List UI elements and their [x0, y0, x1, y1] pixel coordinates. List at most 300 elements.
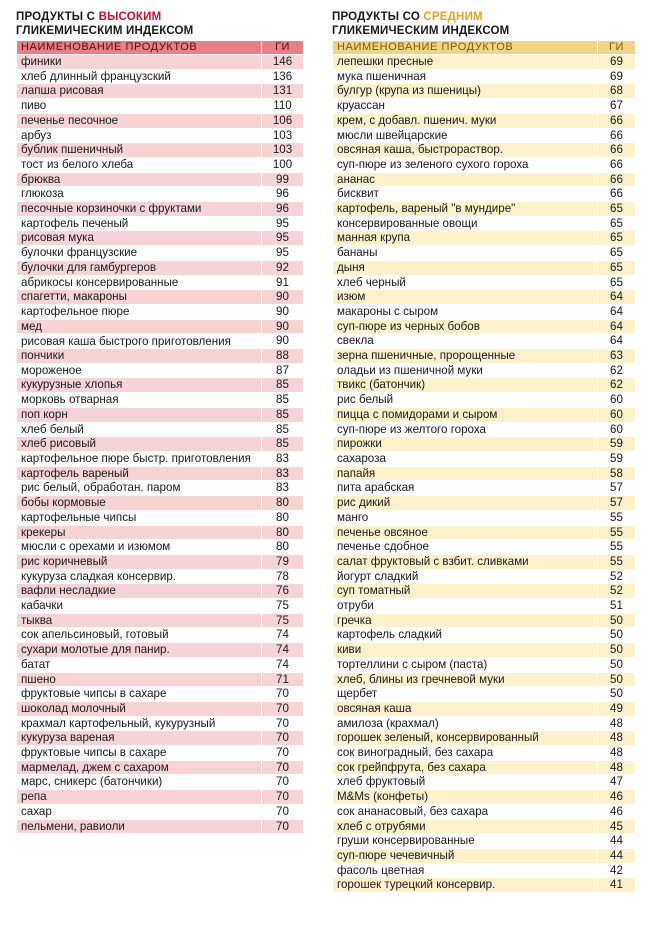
product-name: мука пшеничная — [333, 69, 598, 84]
gi-value: 96 — [262, 187, 304, 202]
product-name: оладьи из пшеничной муки — [333, 363, 598, 378]
table-row — [333, 628, 636, 643]
gi-value: 71 — [262, 672, 304, 687]
product-name: дыня — [333, 260, 598, 275]
product-name: макароны с сыром — [333, 304, 598, 319]
gi-value: 64 — [598, 319, 636, 334]
product-name: бананы — [333, 246, 598, 261]
table-row — [333, 260, 636, 275]
gi-value: 44 — [598, 834, 636, 849]
product-name: овсяная каша, быстрораствор. — [333, 143, 598, 158]
title-highlight: СРЕДНИМ — [423, 11, 483, 23]
gi-value: 64 — [598, 290, 636, 305]
table-row — [333, 99, 636, 114]
gi-value: 74 — [262, 643, 304, 658]
product-name: батат — [17, 657, 262, 672]
product-name: рис белый — [333, 393, 598, 408]
table-row — [333, 731, 636, 746]
product-name: отруби — [333, 599, 598, 614]
table-row — [17, 466, 304, 481]
gi-value: 70 — [262, 701, 304, 716]
gi-value: 65 — [598, 231, 636, 246]
table-row — [333, 451, 636, 466]
product-name: хлеб, блины из гречневой муки — [333, 672, 598, 687]
gi-value: 80 — [262, 510, 304, 525]
product-name: сухари молотые для панир. — [17, 643, 262, 658]
gi-value: 136 — [262, 69, 304, 84]
gi-value: 80 — [262, 496, 304, 511]
table-row — [17, 422, 304, 437]
table-row — [333, 69, 636, 84]
table-row — [333, 569, 636, 584]
gi-value: 50 — [598, 672, 636, 687]
table-row — [333, 584, 636, 599]
table-row — [333, 804, 636, 819]
gi-value: 70 — [262, 716, 304, 731]
table-row — [17, 613, 304, 628]
table-row — [333, 716, 636, 731]
product-name: марс, сникерс (батончики) — [17, 775, 262, 790]
product-name: печенье сдобное — [333, 540, 598, 555]
gi-value: 63 — [598, 349, 636, 364]
table-row — [17, 510, 304, 525]
table-row — [17, 716, 304, 731]
gi-value: 74 — [262, 657, 304, 672]
column-header-name: НАИМЕНОВАНИЕ ПРОДУКТОВ — [333, 41, 598, 55]
table-row — [17, 275, 304, 290]
table-row — [333, 422, 636, 437]
table-row — [17, 525, 304, 540]
product-name: суп-пюре чечевичный — [333, 848, 598, 863]
product-name: хлеб длинный французский — [17, 69, 262, 84]
table-row — [17, 187, 304, 202]
table-row — [333, 834, 636, 849]
table-row — [333, 231, 636, 246]
table-row — [333, 672, 636, 687]
gi-value: 100 — [262, 157, 304, 172]
table-row — [17, 657, 304, 672]
gi-value: 70 — [262, 819, 304, 834]
medium-gi-panel — [332, 10, 636, 893]
title-prefix: ПРОДУКТЫ СО — [332, 11, 424, 23]
gi-value: 44 — [598, 848, 636, 863]
product-name: мюсли швейцарские — [333, 128, 598, 143]
product-name: финики — [17, 55, 262, 70]
table-row — [333, 510, 636, 525]
gi-value: 95 — [262, 246, 304, 261]
table-row — [17, 628, 304, 643]
high-gi-rows — [17, 55, 304, 834]
gi-value: 110 — [262, 99, 304, 114]
gi-value: 85 — [262, 422, 304, 437]
table-row — [17, 731, 304, 746]
table-row — [17, 202, 304, 217]
gi-value: 41 — [598, 878, 636, 893]
title-suffix: ГЛИКЕМИЧЕСКИМ ИНДЕКСОМ — [332, 25, 510, 37]
product-name: рисовая каша быстрого приготовления — [17, 334, 262, 349]
table-row — [333, 349, 636, 364]
product-name: йогурт сладкий — [333, 569, 598, 584]
table-row — [333, 187, 636, 202]
table-row — [17, 260, 304, 275]
table-row — [17, 687, 304, 702]
product-name: сок апельсиновый, готовый — [17, 628, 262, 643]
table-header-row — [17, 41, 304, 55]
product-name: щербет — [333, 687, 598, 702]
table-row — [17, 775, 304, 790]
product-name: пиво — [17, 99, 262, 114]
product-name: пончики — [17, 349, 262, 364]
table-row — [17, 407, 304, 422]
gi-value: 85 — [262, 437, 304, 452]
gi-value: 90 — [262, 290, 304, 305]
gi-value: 95 — [262, 216, 304, 231]
gi-value: 64 — [598, 304, 636, 319]
table-row — [333, 334, 636, 349]
table-row — [17, 496, 304, 511]
table-row — [17, 231, 304, 246]
gi-value: 66 — [598, 143, 636, 158]
gi-value: 66 — [598, 157, 636, 172]
high-gi-table — [16, 40, 304, 834]
table-row — [17, 540, 304, 555]
gi-value: 70 — [262, 687, 304, 702]
table-row — [17, 378, 304, 393]
table-row — [17, 319, 304, 334]
table-row — [333, 290, 636, 305]
table-header-row — [333, 41, 636, 55]
product-name: сок ананасовый, без сахара — [333, 804, 598, 819]
table-row — [17, 554, 304, 569]
product-name: печенье песочное — [17, 113, 262, 128]
product-name: репа — [17, 790, 262, 805]
table-row — [17, 157, 304, 172]
product-name: рис коричневый — [17, 554, 262, 569]
product-name: спагетти, макароны — [17, 290, 262, 305]
gi-value: 55 — [598, 510, 636, 525]
product-name: картофель вареный — [17, 466, 262, 481]
table-row — [17, 143, 304, 158]
gi-value: 59 — [598, 437, 636, 452]
product-name: фруктовые чипсы в сахаре — [17, 746, 262, 761]
table-row — [333, 687, 636, 702]
gi-value: 99 — [262, 172, 304, 187]
product-name: мюсли с орехами и изюмом — [17, 540, 262, 555]
product-name: крем, с добавл. пшенич. муки — [333, 113, 598, 128]
gi-value: 80 — [262, 525, 304, 540]
table-row — [17, 672, 304, 687]
gi-value: 48 — [598, 731, 636, 746]
product-name: пита арабская — [333, 481, 598, 496]
table-row — [333, 143, 636, 158]
product-name: кукуруза сладкая консервир. — [17, 569, 262, 584]
table-row — [333, 172, 636, 187]
table-row — [17, 334, 304, 349]
product-name: лапша рисовая — [17, 84, 262, 99]
product-name: M&Ms (конфеты) — [333, 790, 598, 805]
medium-gi-rows — [333, 55, 636, 893]
gi-value: 83 — [262, 451, 304, 466]
column-header-gi: ГИ — [262, 41, 304, 55]
title-prefix: ПРОДУКТЫ С — [16, 11, 99, 23]
table-row — [333, 657, 636, 672]
table-row — [17, 246, 304, 261]
product-name: рисовая мука — [17, 231, 262, 246]
table-row — [333, 701, 636, 716]
table-row — [17, 84, 304, 99]
product-name: бисквит — [333, 187, 598, 202]
gi-value: 50 — [598, 657, 636, 672]
gi-value: 87 — [262, 363, 304, 378]
gi-value: 66 — [598, 187, 636, 202]
product-name: груши консервированные — [333, 834, 598, 849]
title-suffix: ГЛИКЕМИЧЕСКИМ ИНДЕКСОМ — [16, 25, 194, 37]
gi-value: 76 — [262, 584, 304, 599]
gi-value: 65 — [598, 260, 636, 275]
gi-value: 48 — [598, 760, 636, 775]
product-name: амилоза (крахмал) — [333, 716, 598, 731]
table-row — [333, 848, 636, 863]
table-row — [17, 701, 304, 716]
gi-value: 75 — [262, 613, 304, 628]
gi-value: 83 — [262, 481, 304, 496]
product-name: вафли несладкие — [17, 584, 262, 599]
table-row — [333, 496, 636, 511]
medium-gi-title — [332, 10, 636, 40]
product-name: тост из белого хлеба — [17, 157, 262, 172]
gi-value: 67 — [598, 99, 636, 114]
gi-value: 85 — [262, 407, 304, 422]
table-row — [17, 69, 304, 84]
table-row — [333, 878, 636, 893]
product-name: картофель, вареный "в мундире" — [333, 202, 598, 217]
gi-value: 69 — [598, 55, 636, 70]
gi-value: 60 — [598, 407, 636, 422]
medium-gi-table — [332, 40, 636, 893]
product-name: сахароза — [333, 451, 598, 466]
table-row — [17, 760, 304, 775]
product-name: зерна пшеничные, пророщенные — [333, 349, 598, 364]
table-row — [333, 790, 636, 805]
product-name: хлеб с отрубями — [333, 819, 598, 834]
table-row — [17, 599, 304, 614]
table-row — [333, 643, 636, 658]
table-row — [333, 525, 636, 540]
table-row — [333, 746, 636, 761]
table-row — [333, 466, 636, 481]
high-gi-panel — [16, 10, 304, 834]
table-row — [17, 349, 304, 364]
table-row — [333, 407, 636, 422]
product-name: суп-пюре из зеленого сухого гороха — [333, 157, 598, 172]
gi-value: 90 — [262, 319, 304, 334]
table-row — [333, 760, 636, 775]
product-name: гречка — [333, 613, 598, 628]
gi-value: 47 — [598, 775, 636, 790]
product-name: бублик пшеничный — [17, 143, 262, 158]
gi-value: 50 — [598, 687, 636, 702]
table-row — [17, 790, 304, 805]
gi-value: 55 — [598, 540, 636, 555]
product-name: мед — [17, 319, 262, 334]
gi-value: 46 — [598, 804, 636, 819]
product-name: песочные корзиночки с фруктами — [17, 202, 262, 217]
product-name: круассан — [333, 99, 598, 114]
table-row — [333, 216, 636, 231]
product-name: сахар — [17, 804, 262, 819]
gi-value: 90 — [262, 304, 304, 319]
product-name: булочки для гамбургеров — [17, 260, 262, 275]
product-name: крекеры — [17, 525, 262, 540]
gi-value: 60 — [598, 393, 636, 408]
product-name: картофельное пюре — [17, 304, 262, 319]
table-row — [17, 643, 304, 658]
gi-value: 46 — [598, 790, 636, 805]
table-row — [333, 819, 636, 834]
product-name: картофель сладкий — [333, 628, 598, 643]
gi-value: 62 — [598, 378, 636, 393]
table-row — [17, 304, 304, 319]
gi-value: 42 — [598, 863, 636, 878]
gi-value: 92 — [262, 260, 304, 275]
column-header-gi: ГИ — [598, 41, 636, 55]
table-row — [333, 363, 636, 378]
gi-value: 70 — [262, 775, 304, 790]
gi-value: 74 — [262, 628, 304, 643]
gi-value: 48 — [598, 746, 636, 761]
product-name: суп-пюре из черных бобов — [333, 319, 598, 334]
product-name: хлеб рисовый — [17, 437, 262, 452]
table-row — [17, 290, 304, 305]
gi-value: 50 — [598, 643, 636, 658]
gi-value: 65 — [598, 246, 636, 261]
gi-value: 70 — [262, 746, 304, 761]
table-row — [17, 569, 304, 584]
gi-value: 48 — [598, 716, 636, 731]
product-name: арбуз — [17, 128, 262, 143]
table-row — [333, 863, 636, 878]
product-name: манная крупа — [333, 231, 598, 246]
product-name: горошек зеленый, консервированный — [333, 731, 598, 746]
table-row — [333, 378, 636, 393]
gi-value: 69 — [598, 69, 636, 84]
gi-value: 52 — [598, 584, 636, 599]
product-name: пирожки — [333, 437, 598, 452]
gi-value: 60 — [598, 422, 636, 437]
table-row — [17, 437, 304, 452]
product-name: тыква — [17, 613, 262, 628]
gi-value: 75 — [262, 599, 304, 614]
product-name: лепешки пресные — [333, 55, 598, 70]
table-row — [17, 113, 304, 128]
product-name: папайя — [333, 466, 598, 481]
product-name: поп корн — [17, 407, 262, 422]
product-name: консервированные овощи — [333, 216, 598, 231]
table-row — [17, 451, 304, 466]
gi-value: 103 — [262, 128, 304, 143]
product-name: рис белый, обработан. паром — [17, 481, 262, 496]
table-row — [333, 84, 636, 99]
gi-value: 146 — [262, 55, 304, 70]
table-row — [333, 775, 636, 790]
table-row — [17, 128, 304, 143]
product-name: суп-пюре из желтого гороха — [333, 422, 598, 437]
table-row — [333, 55, 636, 70]
product-name: булочки французские — [17, 246, 262, 261]
product-name: брюква — [17, 172, 262, 187]
gi-value: 88 — [262, 349, 304, 364]
table-row — [333, 554, 636, 569]
gi-value: 64 — [598, 334, 636, 349]
product-name: мармелад, джем с сахаром — [17, 760, 262, 775]
product-name: кукурузные хлопья — [17, 378, 262, 393]
table-row — [333, 393, 636, 408]
table-row — [333, 481, 636, 496]
table-row — [17, 99, 304, 114]
gi-value: 55 — [598, 525, 636, 540]
gi-value: 70 — [262, 804, 304, 819]
product-name: булгур (крупа из пшеницы) — [333, 84, 598, 99]
product-name: кабачки — [17, 599, 262, 614]
product-name: салат фруктовый с взбит. сливками — [333, 554, 598, 569]
gi-value: 50 — [598, 628, 636, 643]
table-row — [17, 55, 304, 70]
table-row — [17, 393, 304, 408]
column-header-name: НАИМЕНОВАНИЕ ПРОДУКТОВ — [17, 41, 262, 55]
table-row — [333, 613, 636, 628]
product-name: фасоль цветная — [333, 863, 598, 878]
product-name: картофель печеный — [17, 216, 262, 231]
gi-value: 79 — [262, 554, 304, 569]
table-row — [17, 172, 304, 187]
gi-value: 66 — [598, 113, 636, 128]
gi-value: 85 — [262, 378, 304, 393]
product-name: кукуруза вареная — [17, 731, 262, 746]
table-row — [333, 275, 636, 290]
product-name: изюм — [333, 290, 598, 305]
gi-value: 65 — [598, 202, 636, 217]
gi-value: 65 — [598, 216, 636, 231]
product-name: твикс (батончик) — [333, 378, 598, 393]
table-row — [17, 584, 304, 599]
gi-value: 80 — [262, 540, 304, 555]
product-name: хлеб белый — [17, 422, 262, 437]
table-row — [17, 363, 304, 378]
title-highlight: ВЫСОКИМ — [98, 11, 162, 23]
gi-value: 59 — [598, 451, 636, 466]
product-name: картофельные чипсы — [17, 510, 262, 525]
product-name: манго — [333, 510, 598, 525]
product-name: пшено — [17, 672, 262, 687]
gi-value: 57 — [598, 496, 636, 511]
product-name: фруктовые чипсы в сахаре — [17, 687, 262, 702]
gi-value: 62 — [598, 363, 636, 378]
product-name: киви — [333, 643, 598, 658]
high-gi-title — [16, 10, 304, 40]
product-name: морковь отварная — [17, 393, 262, 408]
gi-value: 106 — [262, 113, 304, 128]
gi-value: 66 — [598, 128, 636, 143]
gi-value: 50 — [598, 613, 636, 628]
table-row — [333, 540, 636, 555]
product-name: овсяная каша — [333, 701, 598, 716]
gi-value: 131 — [262, 84, 304, 99]
table-row — [333, 437, 636, 452]
gi-value: 52 — [598, 569, 636, 584]
table-row — [333, 304, 636, 319]
gi-value: 57 — [598, 481, 636, 496]
product-name: глюкоза — [17, 187, 262, 202]
